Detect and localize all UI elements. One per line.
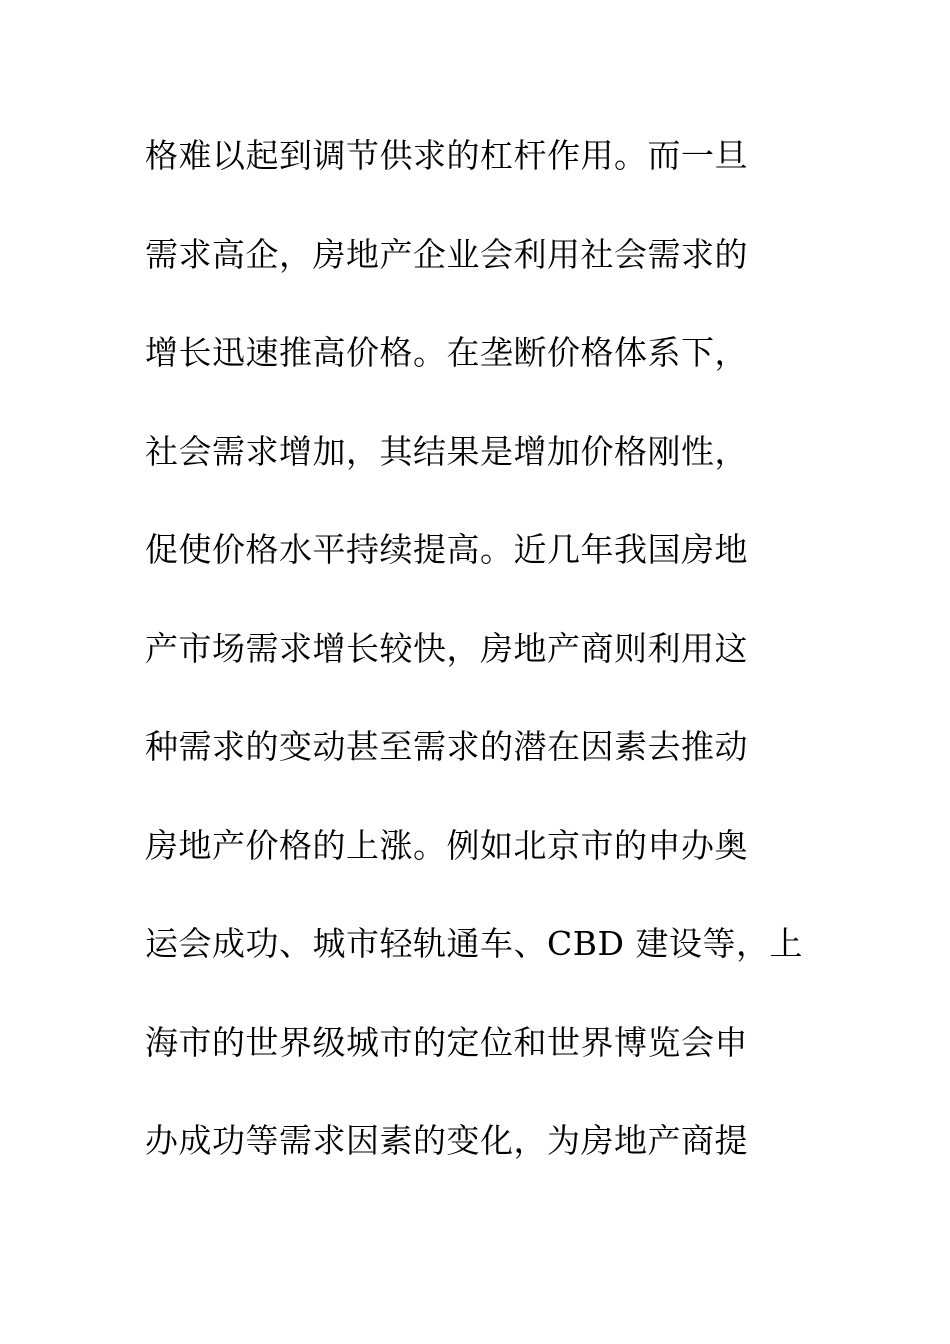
text-line: 增长迅速推高价格。在垄断价格体系下， [145,333,748,372]
text-line: 房地产价格的上涨。例如北京市的申办奥 [145,825,748,865]
text-line: 社会需求增加，其结果是增加价格刚性， [145,431,748,471]
text-line: 办成功等需求因素的变化，为房地产商提 [145,1121,748,1160]
text-line: 种需求的变动甚至需求的潜在因素去推动 [145,727,748,766]
text-line: 促使价格水平持续提高。近几年我国房地 [145,530,748,569]
text-line: 运会成功、城市轻轨通车、CBD 建设等，上 [145,924,803,963]
text-line: 海市的世界级城市的定位和世界博览会申 [145,1022,748,1062]
body-text [145,126,825,1210]
text-line: 需求高企，房地产企业会利用社会需求的 [145,234,748,274]
text-line: 产市场需求增长较快，房地产商则利用这 [145,628,748,668]
text-line: 格难以起到调节供求的杠杆作用。而一旦 [145,136,748,175]
